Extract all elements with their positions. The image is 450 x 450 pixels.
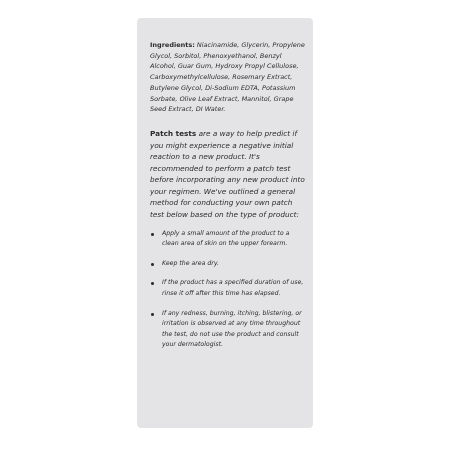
- list-item: [150, 309, 306, 351]
- ingredients-list: Niacinamide, Glycerin, Propylene Glycol, Sorbitol, Phenoxyethanol, Benzyl Alcohol, Guar Gum, Hydroxy Propyl Cellulose, Carboxymethylcellulose, Rosemary Extract, Butylene Glycol, Di-Sodium EDTA, Potassium Sorbate, Olive Leaf Extract, Mannitol, Grape Seed Extract, DI Water.: [150, 41, 305, 114]
- bullet-icon: [151, 282, 154, 285]
- step-text: If the product has a specified duration of use, rinse it off after this time has elapsed.: [162, 279, 304, 298]
- list-item: [150, 278, 306, 299]
- product-label-panel: [137, 18, 313, 428]
- step-text: Apply a small amount of the product to a clean area of skin on the upper forearm.: [162, 229, 290, 248]
- bullet-icon: [151, 263, 154, 266]
- label-content: [150, 40, 306, 360]
- list-item: [150, 259, 306, 270]
- list-item: [150, 229, 306, 250]
- bullet-icon: [151, 313, 154, 316]
- patch-test-steps: [150, 229, 306, 351]
- patch-test-text: are a way to help predict if you might experience a negative initial reaction to a new product. It's recommended to perform a patch test before incorporating any new product into your regimen. We've outlined a general method for conducting your own patch test below based on the type of product:: [150, 128, 305, 220]
- bullet-icon: [151, 233, 154, 236]
- patch-test-heading: Patch tests: [150, 128, 197, 138]
- ingredients-heading: Ingredients:: [150, 41, 195, 49]
- step-text: Keep the area dry.: [162, 259, 219, 267]
- ingredients-paragraph: [150, 40, 306, 115]
- patch-test-paragraph: [150, 128, 306, 221]
- step-text: If any redness, burning, itching, blistering, or irritation is observed at any time throughout the test, do not use the product and consult your dermatologist.: [162, 309, 302, 349]
